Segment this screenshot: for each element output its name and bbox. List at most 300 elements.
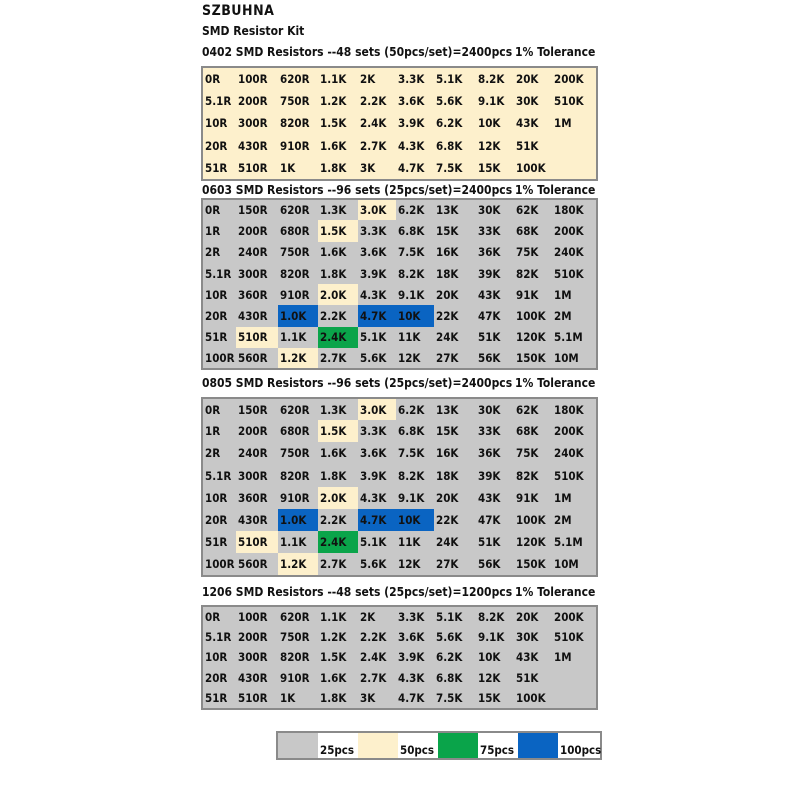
resistor-value-cell: 430R: [238, 309, 268, 324]
resistor-value-cell: 91K: [516, 490, 539, 505]
resistor-value-cell: 2.2K: [360, 629, 387, 644]
resistor-value-cell: 240K: [554, 446, 584, 461]
resistor-value-cell: 10M: [554, 556, 579, 571]
brand-title: SZBUHNA: [202, 3, 275, 19]
legend-label: 25pcs: [320, 743, 355, 757]
resistor-value-cell: 300R: [238, 116, 268, 131]
resistor-value-cell: 9.1K: [398, 490, 425, 505]
resistor-value-cell: 430R: [238, 138, 268, 153]
resistor-value-cell: [552, 688, 597, 709]
resistor-value-cell: 1.8K: [320, 266, 347, 281]
resistor-value-cell: [552, 135, 597, 158]
resistor-value-cell: 200R: [238, 223, 268, 238]
resistor-value-cell: 7.5K: [398, 245, 425, 260]
resistor-value-cell: 82K: [516, 468, 539, 483]
resistor-value-cell: 10R: [205, 650, 228, 665]
resistor-value-cell: 20R: [205, 513, 228, 528]
resistor-value-cell: 200K: [554, 424, 584, 439]
resistor-value-cell: 51K: [516, 138, 539, 153]
resistor-value-cell: 910R: [280, 670, 310, 685]
resistor-value-cell: 820R: [280, 116, 310, 131]
resistor-value-cell: 18K: [436, 468, 459, 483]
resistor-value-cell: 3.6K: [360, 245, 387, 260]
resistor-value-cell: 360R: [238, 287, 268, 302]
resistor-value-cell: 43K: [516, 650, 539, 665]
tolerance-label: 1% Tolerance: [515, 183, 596, 197]
resistor-value-cell: 200R: [238, 93, 268, 108]
resistor-value-cell: 2M: [554, 309, 572, 324]
resistor-value-cell: 6.2K: [436, 116, 463, 131]
legend-swatch-25: [278, 733, 318, 758]
resistor-value-cell: 56K: [478, 351, 501, 366]
table-row: [202, 348, 597, 369]
table-row: [202, 284, 597, 305]
resistor-value-cell: 620R: [280, 609, 310, 624]
resistor-value-cell: 750R: [280, 245, 310, 260]
resistor-value-cell: 3.3K: [398, 609, 425, 624]
table-row: [202, 220, 597, 241]
resistor-value-cell: 16K: [436, 245, 459, 260]
legend-label: 100pcs: [560, 743, 602, 757]
resistor-value-cell: 910R: [280, 287, 310, 302]
table-row: [202, 531, 597, 553]
resistor-value-cell: 180K: [554, 402, 584, 417]
resistor-value-cell: 51K: [478, 535, 501, 550]
resistor-value-cell: 120K: [516, 330, 546, 345]
section-title: 0402 SMD Resistors --48 sets (50pcs/set)=2400pcs: [202, 45, 513, 59]
table-row: [202, 442, 597, 464]
resistor-value-cell: 6.8K: [436, 138, 463, 153]
table-row: [202, 157, 597, 180]
resistor-value-table: [201, 198, 598, 370]
resistor-value-cell: 510K: [554, 629, 584, 644]
resistor-value-cell: 10K: [396, 305, 434, 326]
resistor-value-cell: 680R: [280, 424, 310, 439]
resistor-value-cell: 5.1K: [360, 330, 387, 345]
resistor-value-cell: 0R: [205, 609, 221, 624]
resistor-value-cell: 120K: [516, 535, 546, 550]
resistor-value-cell: 5.6K: [360, 351, 387, 366]
resistor-value-cell: 5.1M: [554, 330, 583, 345]
resistor-value-cell: 4.7K: [398, 160, 425, 175]
table-row: [202, 135, 597, 158]
resistor-value-cell: 100K: [516, 690, 546, 705]
resistor-value-cell: 7.5K: [398, 446, 425, 461]
resistor-value-cell: 5.1R: [205, 266, 232, 281]
resistor-value-cell: 510K: [554, 266, 584, 281]
resistor-value-cell: 13K: [436, 203, 459, 218]
resistor-value-cell: 30K: [516, 629, 539, 644]
resistor-value-cell: 1K: [280, 160, 296, 175]
resistor-value-cell: 12K: [398, 556, 421, 571]
resistor-value-cell: 5.1K: [436, 609, 463, 624]
resistor-value-cell: 150K: [516, 351, 546, 366]
resistor-value-cell: 10K: [478, 650, 501, 665]
resistor-value-cell: 51R: [205, 535, 228, 550]
resistor-value-cell: 20K: [436, 287, 459, 302]
resistor-value-cell: 1.6K: [320, 138, 347, 153]
resistor-value-cell: 3.9K: [360, 266, 387, 281]
legend-swatch-50: [358, 733, 398, 758]
resistor-value-cell: 2R: [205, 446, 221, 461]
resistor-value-cell: 4.3K: [360, 490, 387, 505]
section-title: 0805 SMD Resistors --96 sets (25pcs/set)=2400pcs: [202, 376, 513, 390]
resistor-value-cell: 3.6K: [398, 629, 425, 644]
resistor-value-cell: 1.1K: [320, 609, 347, 624]
resistor-value-cell: 1.6K: [320, 245, 347, 260]
resistor-value-cell: 7.5K: [436, 160, 463, 175]
resistor-value-cell: 8.2K: [398, 266, 425, 281]
resistor-value-cell: 200K: [554, 71, 584, 86]
resistor-value-cell: 24K: [436, 535, 459, 550]
resistor-value-cell: 1.2K: [320, 629, 347, 644]
resistor-value-cell: 4.7K: [398, 690, 425, 705]
resistor-value-cell: 36K: [478, 446, 501, 461]
resistor-value-cell: 5.6K: [436, 629, 463, 644]
resistor-value-cell: 1.2K: [278, 348, 318, 369]
legend-swatch-75: [438, 733, 478, 758]
resistor-value-cell: 8.2K: [398, 468, 425, 483]
resistor-value-table: [201, 397, 598, 577]
resistor-value-cell: 510R: [236, 531, 278, 553]
resistor-value-cell: 20R: [205, 138, 228, 153]
resistor-value-cell: 15K: [436, 223, 459, 238]
resistor-value-cell: 1K: [280, 690, 296, 705]
resistor-value-cell: 150K: [516, 556, 546, 571]
resistor-value-cell: 1.8K: [320, 468, 347, 483]
table-row: [202, 305, 597, 326]
resistor-value-cell: 0R: [205, 71, 221, 86]
resistor-value-cell: 91K: [516, 287, 539, 302]
resistor-value-cell: 20K: [516, 71, 539, 86]
resistor-value-cell: 22K: [436, 513, 459, 528]
resistor-value-cell: 0R: [205, 203, 221, 218]
resistor-value-cell: 4.3K: [360, 287, 387, 302]
resistor-value-cell: 4.3K: [398, 138, 425, 153]
resistor-value-cell: 1.1K: [320, 71, 347, 86]
resistor-value-cell: 300R: [238, 650, 268, 665]
resistor-value-cell: 1M: [554, 650, 572, 665]
resistor-value-cell: 2.4K: [360, 116, 387, 131]
resistor-value-cell: 6.2K: [436, 650, 463, 665]
resistor-value-cell: 5.1M: [554, 535, 583, 550]
table-row: [202, 553, 597, 575]
resistor-value-cell: 4.7K: [358, 509, 396, 531]
resistor-value-cell: 20R: [205, 309, 228, 324]
resistor-value-cell: 510R: [238, 160, 268, 175]
resistor-value-cell: 1.5K: [320, 116, 347, 131]
resistor-value-cell: 15K: [478, 690, 501, 705]
resistor-value-cell: 1.5K: [320, 650, 347, 665]
table-row: [202, 688, 597, 709]
resistor-value-cell: 1.8K: [320, 160, 347, 175]
resistor-value-cell: 2.7K: [360, 670, 387, 685]
resistor-value-cell: 5.1R: [205, 468, 232, 483]
resistor-value-cell: 750R: [280, 446, 310, 461]
resistor-value-cell: 2.2K: [320, 513, 347, 528]
table-row: [202, 420, 597, 442]
resistor-value-cell: 10R: [205, 287, 228, 302]
resistor-value-cell: 510R: [238, 690, 268, 705]
resistor-value-cell: 180K: [554, 203, 584, 218]
resistor-value-cell: 18K: [436, 266, 459, 281]
resistor-value-cell: 30K: [478, 203, 501, 218]
resistor-value-cell: 750R: [280, 629, 310, 644]
resistor-value-cell: 200R: [238, 629, 268, 644]
resistor-value-cell: 300R: [238, 266, 268, 281]
resistor-value-cell: 27K: [436, 556, 459, 571]
resistor-value-cell: 3.3K: [360, 223, 387, 238]
section-header: [202, 376, 597, 390]
resistor-value-cell: 150R: [238, 402, 268, 417]
resistor-value-cell: 3.6K: [398, 93, 425, 108]
resistor-value-cell: 100R: [205, 351, 235, 366]
kit-subtitle: SMD Resistor Kit: [202, 24, 305, 38]
resistor-value-cell: 3K: [360, 160, 376, 175]
resistor-value-cell: 300R: [238, 468, 268, 483]
resistor-value-cell: 10M: [554, 351, 579, 366]
resistor-value-cell: 3.0K: [358, 398, 396, 420]
table-row: [202, 606, 597, 627]
resistor-value-cell: 62K: [516, 203, 539, 218]
resistor-value-cell: 47K: [478, 309, 501, 324]
resistor-value-cell: 51R: [205, 690, 228, 705]
resistor-value-cell: 20K: [436, 490, 459, 505]
resistor-value-cell: 1R: [205, 223, 221, 238]
resistor-value-cell: 200K: [554, 223, 584, 238]
resistor-value-table: [201, 66, 598, 181]
resistor-value-cell: 150R: [238, 203, 268, 218]
resistor-value-cell: 1.2K: [320, 93, 347, 108]
resistor-value-cell: 6.2K: [398, 203, 425, 218]
resistor-value-cell: 12K: [398, 351, 421, 366]
resistor-value-cell: 33K: [478, 424, 501, 439]
legend-swatch-100: [518, 733, 558, 758]
resistor-value-cell: 9.1K: [478, 93, 505, 108]
resistor-value-cell: 1.6K: [320, 446, 347, 461]
resistor-value-cell: 360R: [238, 490, 268, 505]
resistor-value-cell: 51K: [516, 670, 539, 685]
resistor-value-cell: [552, 157, 597, 180]
legend-label: 50pcs: [400, 743, 435, 757]
resistor-value-cell: 1.5K: [318, 220, 358, 241]
resistor-value-cell: 10R: [205, 490, 228, 505]
resistor-value-cell: 5.6K: [436, 93, 463, 108]
resistor-value-cell: 5.1K: [436, 71, 463, 86]
section-header: [202, 183, 597, 197]
resistor-value-cell: 6.8K: [436, 670, 463, 685]
resistor-value-cell: 2.0K: [318, 487, 358, 509]
resistor-value-cell: 3.9K: [398, 650, 425, 665]
resistor-value-cell: 2.4K: [360, 650, 387, 665]
resistor-value-cell: 560R: [238, 556, 268, 571]
table-row: [202, 327, 597, 348]
table-row: [202, 242, 597, 263]
resistor-value-cell: 2.0K: [318, 284, 358, 305]
tolerance-label: 1% Tolerance: [515, 376, 596, 390]
resistor-value-cell: 5.1R: [205, 93, 232, 108]
resistor-value-cell: 7.5K: [436, 690, 463, 705]
resistor-value-cell: 100K: [516, 160, 546, 175]
resistor-value-cell: 200K: [554, 609, 584, 624]
resistor-value-cell: 11K: [398, 330, 421, 345]
resistor-value-cell: 1.1K: [280, 535, 307, 550]
resistor-value-cell: 20R: [205, 670, 228, 685]
resistor-value-cell: 3.9K: [360, 468, 387, 483]
resistor-value-cell: 1.0K: [278, 305, 318, 326]
resistor-value-cell: 39K: [478, 266, 501, 281]
resistor-value-cell: 16K: [436, 446, 459, 461]
resistor-value-cell: 820R: [280, 468, 310, 483]
resistor-value-cell: 1M: [554, 287, 572, 302]
resistor-value-cell: 1.8K: [320, 690, 347, 705]
resistor-value-cell: 560R: [238, 351, 268, 366]
resistor-value-cell: 510R: [236, 327, 278, 348]
table-row: [202, 627, 597, 648]
section-header: [202, 585, 597, 599]
resistor-value-cell: 33K: [478, 223, 501, 238]
resistor-value-cell: 620R: [280, 203, 310, 218]
resistor-value-cell: 24K: [436, 330, 459, 345]
resistor-value-cell: 430R: [238, 670, 268, 685]
resistor-value-cell: 3.3K: [398, 71, 425, 86]
resistor-value-cell: 3.9K: [398, 116, 425, 131]
resistor-value-cell: 1.6K: [320, 670, 347, 685]
resistor-value-cell: 100R: [205, 556, 235, 571]
resistor-value-cell: 2.2K: [320, 309, 347, 324]
resistor-value-cell: 9.1K: [478, 629, 505, 644]
table-row: [202, 398, 597, 420]
resistor-value-cell: 1.2K: [278, 553, 318, 575]
resistor-value-cell: 2K: [360, 71, 376, 86]
table-row: [202, 112, 597, 135]
resistor-value-cell: 1M: [554, 116, 572, 131]
resistor-value-cell: 5.1K: [360, 535, 387, 550]
resistor-value-cell: 6.8K: [398, 223, 425, 238]
resistor-value-cell: 9.1K: [398, 287, 425, 302]
resistor-value-cell: 1.3K: [320, 402, 347, 417]
resistor-value-cell: 100R: [238, 71, 268, 86]
table-row: [202, 199, 597, 220]
resistor-value-cell: 39K: [478, 468, 501, 483]
resistor-value-cell: 3.6K: [360, 446, 387, 461]
resistor-value-cell: 15K: [478, 160, 501, 175]
resistor-value-cell: 1.0K: [278, 509, 318, 531]
resistor-value-cell: 1M: [554, 490, 572, 505]
resistor-value-cell: [552, 668, 597, 689]
resistor-value-cell: 12K: [478, 670, 501, 685]
resistor-value-cell: 2M: [554, 513, 572, 528]
resistor-value-table: [201, 605, 598, 710]
resistor-value-cell: 510K: [554, 468, 584, 483]
tolerance-label: 1% Tolerance: [515, 585, 596, 599]
resistor-value-cell: 2R: [205, 245, 221, 260]
resistor-value-cell: 240R: [238, 245, 268, 260]
resistor-value-cell: 200R: [238, 424, 268, 439]
resistor-value-cell: 820R: [280, 650, 310, 665]
resistor-value-cell: 62K: [516, 402, 539, 417]
resistor-value-cell: 51K: [478, 330, 501, 345]
resistor-value-cell: 43K: [478, 287, 501, 302]
resistor-value-cell: 6.8K: [398, 424, 425, 439]
resistor-value-cell: 2.4K: [318, 531, 358, 553]
resistor-value-cell: 0R: [205, 402, 221, 417]
resistor-value-cell: 3.3K: [360, 424, 387, 439]
resistor-value-cell: 43K: [478, 490, 501, 505]
resistor-value-cell: 1.5K: [318, 420, 358, 442]
resistor-value-cell: 5.6K: [360, 556, 387, 571]
resistor-value-cell: 20K: [516, 609, 539, 624]
legend-label: 75pcs: [480, 743, 515, 757]
section-title: 0603 SMD Resistors --96 sets (25pcs/set)=2400pcs: [202, 183, 513, 197]
resistor-value-cell: 510K: [554, 93, 584, 108]
resistor-value-cell: 3K: [360, 690, 376, 705]
resistor-value-cell: 68K: [516, 424, 539, 439]
resistor-value-cell: 6.2K: [398, 402, 425, 417]
table-row: [202, 263, 597, 284]
resistor-value-cell: 10K: [478, 116, 501, 131]
resistor-value-cell: 56K: [478, 556, 501, 571]
resistor-value-cell: 100K: [516, 513, 546, 528]
resistor-value-cell: 2.7K: [320, 556, 347, 571]
table-row: [202, 647, 597, 668]
resistor-value-cell: 27K: [436, 351, 459, 366]
resistor-value-cell: 910R: [280, 138, 310, 153]
resistor-value-cell: 43K: [516, 116, 539, 131]
resistor-value-cell: 750R: [280, 93, 310, 108]
section-header: [202, 45, 597, 59]
resistor-value-cell: 12K: [478, 138, 501, 153]
resistor-value-cell: 1.1K: [280, 330, 307, 345]
table-row: [202, 487, 597, 509]
resistor-value-cell: 30K: [516, 93, 539, 108]
resistor-value-cell: 240R: [238, 446, 268, 461]
quantity-legend: [276, 731, 602, 760]
resistor-value-cell: 100R: [238, 609, 268, 624]
resistor-value-cell: 2.4K: [318, 327, 358, 348]
resistor-value-cell: 82K: [516, 266, 539, 281]
resistor-value-cell: 910R: [280, 490, 310, 505]
section-title: 1206 SMD Resistors --48 sets (25pcs/set)=1200pcs: [202, 585, 513, 599]
table-row: [202, 509, 597, 531]
tolerance-label: 1% Tolerance: [515, 45, 596, 59]
resistor-value-cell: 1R: [205, 424, 221, 439]
resistor-value-cell: 10K: [396, 509, 434, 531]
table-row: [202, 67, 597, 90]
resistor-value-cell: 47K: [478, 513, 501, 528]
resistor-value-cell: 10R: [205, 116, 228, 131]
resistor-value-cell: 2K: [360, 609, 376, 624]
resistor-value-cell: 2.7K: [360, 138, 387, 153]
resistor-value-cell: 680R: [280, 223, 310, 238]
resistor-value-cell: 620R: [280, 402, 310, 417]
resistor-value-cell: 8.2K: [478, 71, 505, 86]
resistor-value-cell: 240K: [554, 245, 584, 260]
resistor-value-cell: 22K: [436, 309, 459, 324]
resistor-value-cell: 75K: [516, 245, 539, 260]
resistor-value-cell: 1.3K: [320, 203, 347, 218]
resistor-value-cell: 13K: [436, 402, 459, 417]
resistor-value-cell: 8.2K: [478, 609, 505, 624]
table-row: [202, 668, 597, 689]
resistor-value-cell: 36K: [478, 245, 501, 260]
resistor-value-cell: 68K: [516, 223, 539, 238]
resistor-value-cell: 100K: [516, 309, 546, 324]
resistor-value-cell: 2.2K: [360, 93, 387, 108]
table-row: [202, 465, 597, 487]
resistor-value-cell: 30K: [478, 402, 501, 417]
resistor-value-cell: 5.1R: [205, 629, 232, 644]
